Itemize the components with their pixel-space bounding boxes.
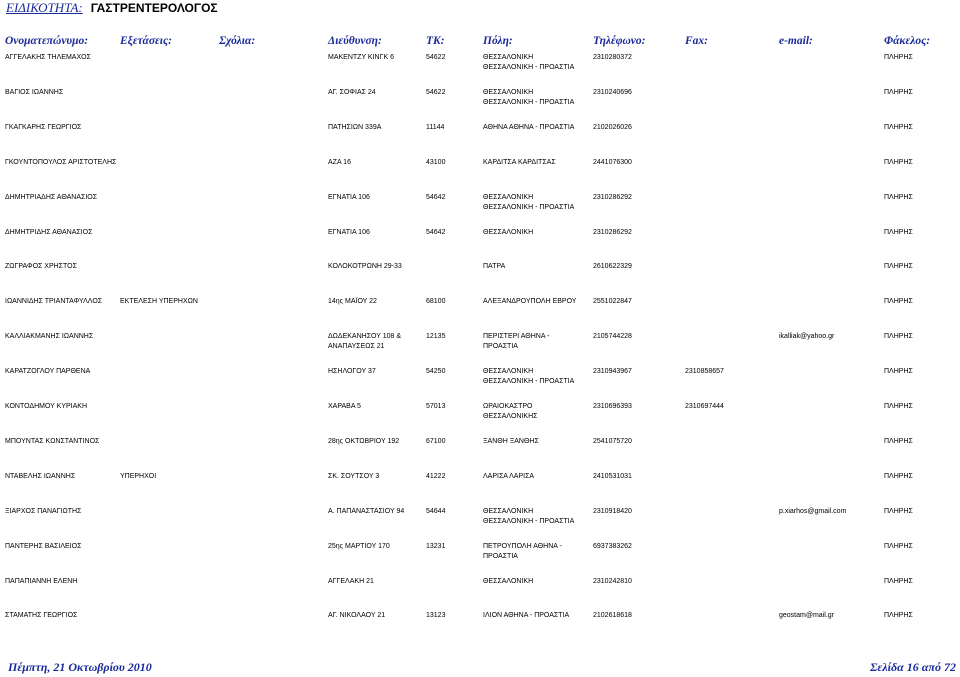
table-row bbox=[0, 367, 960, 397]
cell-city: ΘΕΣΣΑΛΟΝΙΚΗ bbox=[483, 577, 534, 585]
column-header-tk: ΤΚ: bbox=[426, 35, 445, 47]
table-row bbox=[0, 332, 960, 362]
cell-name: ΔΗΜΗΤΡΙΑΔΗΣ ΑΘΑΝΑΣΙΟΣ bbox=[5, 193, 98, 201]
cell-phone: 6937383262 bbox=[593, 542, 632, 550]
column-header-phone: Τηλέφωνο: bbox=[593, 35, 646, 47]
table-row bbox=[0, 402, 960, 432]
cell-tk: 54622 bbox=[426, 88, 446, 96]
column-header-fax: Fax: bbox=[685, 35, 708, 47]
cell-email: ikalliak@yahoo.gr bbox=[779, 333, 835, 341]
cell-folder: ΠΛΗΡΗΣ bbox=[884, 507, 913, 515]
cell-address: ΕΓΝΑΤΙΑ 106 bbox=[328, 228, 370, 236]
cell-address: 28ης ΟΚΤΩΒΡΙΟΥ 192 bbox=[328, 437, 400, 445]
cell-address: ΣΚ. ΣΟΥΤΣΟΥ 3 bbox=[328, 472, 380, 480]
cell-exams: ΥΠΕΡΗΧΟΙ bbox=[120, 472, 157, 480]
cell-fax: 2310697444 bbox=[685, 403, 724, 410]
cell-city: ΞΑΝΘΗ ΞΑΝΘΗΣ bbox=[483, 437, 539, 445]
cell-name: ΜΠΟΥΝΤΑΣ ΚΩΝΣΤΑΝΤΙΝΟΣ bbox=[5, 437, 100, 445]
cell-city: ΘΕΣΣΑΛΟΝΙΚΗ ΘΕΣΣΑΛΟΝΙΚΗ - ΠΡΟΑΣΤΙΑ bbox=[483, 88, 575, 106]
cell-address: ΑΓ. ΣΟΦΙΑΣ 24 bbox=[328, 88, 376, 96]
cell-fax: 2310858657 bbox=[685, 368, 724, 376]
cell-phone: 2102618618 bbox=[593, 612, 632, 620]
cell-phone: 2310240696 bbox=[593, 88, 632, 96]
cell-name: ΓΚΟΥΝΤΟΠΟΥΛΟΣ ΑΡΙΣΤΟΤΕΛΗΣ bbox=[5, 158, 117, 166]
cell-folder: ΠΛΗΡΗΣ bbox=[884, 158, 913, 166]
table-row bbox=[0, 297, 960, 327]
cell-tk: 54642 bbox=[426, 228, 446, 236]
cell-phone: 2310242810 bbox=[593, 577, 632, 585]
cell-address: Α. ΠΑΠΑΝΑΣΤΑΣΙΟΥ 94 bbox=[328, 507, 405, 515]
cell-address: ΑΖΑ 16 bbox=[328, 158, 351, 166]
cell-folder: ΠΛΗΡΗΣ bbox=[884, 472, 913, 480]
cell-exams: ΕΚΤΕΛΕΣΗ ΥΠΕΡΗΧΩΝ bbox=[120, 298, 198, 306]
cell-folder: ΠΛΗΡΗΣ bbox=[884, 123, 913, 131]
cell-address: 14ης ΜΑΪΟΥ 22 bbox=[328, 298, 377, 306]
cell-email: geostam@mail.gr bbox=[779, 612, 834, 620]
cell-city: ΛΑΡΙΣΑ ΛΑΡΙΣΑ bbox=[483, 472, 535, 480]
cell-address: ΔΩΔΕΚΑΝΗΣΟΥ 108 & ΑΝΑΠΑΥΣΕΩΣ 21 bbox=[328, 333, 402, 351]
cell-address: ΑΓΓΕΛΑΚΗ 21 bbox=[328, 577, 374, 585]
cell-phone: 2310286292 bbox=[593, 228, 632, 236]
cell-name: ΖΩΓΡΑΦΟΣ ΧΡΗΣΤΟΣ bbox=[5, 263, 77, 271]
cell-name: ΠΑΠΑΠΙΑΝΝΗ ΕΛΕΝΗ bbox=[5, 577, 78, 585]
cell-folder: ΠΛΗΡΗΣ bbox=[884, 263, 913, 271]
cell-address: ΑΓ. ΝΙΚΟΛΑΟΥ 21 bbox=[328, 612, 386, 620]
cell-city: ΠΑΤΡΑ bbox=[483, 263, 506, 271]
table-row bbox=[0, 228, 960, 258]
cell-city: ΠΕΤΡΟΥΠΟΛΗ ΑΘΗΝΑ - ΠΡΟΑΣΤΙΑ bbox=[483, 542, 562, 560]
cell-city: ΘΕΣΣΑΛΟΝΙΚΗ ΘΕΣΣΑΛΟΝΙΚΗ - ΠΡΟΑΣΤΙΑ bbox=[483, 193, 575, 211]
cell-address: ΠΑΤΗΣΙΩΝ 339Α bbox=[328, 123, 382, 131]
cell-name: ΚΑΡΑΤΖΟΓΛΟΥ ΠΑΡΘΕΝΑ bbox=[5, 368, 91, 376]
table-row bbox=[0, 611, 960, 641]
cell-city: ΘΕΣΣΑΛΟΝΙΚΗ ΘΕΣΣΑΛΟΝΙΚΗ - ΠΡΟΑΣΤΙΑ bbox=[483, 368, 575, 386]
cell-folder: ΠΛΗΡΗΣ bbox=[884, 54, 913, 61]
cell-folder: ΠΛΗΡΗΣ bbox=[884, 542, 913, 550]
cell-folder: ΠΛΗΡΗΣ bbox=[884, 333, 913, 341]
cell-name: ΑΓΓΕΛΑΚΗΣ ΤΗΛΕΜΑΧΟΣ bbox=[5, 54, 91, 61]
cell-city: ΘΕΣΣΑΛΟΝΙΚΗ ΘΕΣΣΑΛΟΝΙΚΗ - ΠΡΟΑΣΤΙΑ bbox=[483, 507, 575, 525]
cell-folder: ΠΛΗΡΗΣ bbox=[884, 437, 913, 445]
cell-phone: 2310918420 bbox=[593, 507, 632, 515]
table-row bbox=[0, 437, 960, 467]
column-header-address: Διεύθυνση: bbox=[328, 35, 382, 47]
column-header-city: Πόλη: bbox=[483, 35, 513, 47]
cell-name: ΞΙΑΡΧΟΣ ΠΑΝΑΓΙΩΤΗΣ bbox=[5, 507, 82, 515]
cell-folder: ΠΛΗΡΗΣ bbox=[884, 577, 913, 585]
cell-folder: ΠΛΗΡΗΣ bbox=[884, 228, 913, 236]
cell-tk: 54622 bbox=[426, 54, 446, 61]
specialty-value: ΓΑΣΤΡΕΝΤΕΡΟΛΟΓΟΣ bbox=[90, 1, 218, 15]
cell-folder: ΠΛΗΡΗΣ bbox=[884, 612, 913, 620]
cell-tk: 11144 bbox=[426, 123, 445, 131]
cell-tk: 13123 bbox=[426, 612, 446, 620]
cell-phone: 2610622329 bbox=[593, 263, 632, 271]
cell-folder: ΠΛΗΡΗΣ bbox=[884, 403, 913, 410]
cell-address: ΚΟΛΟΚΟΤΡΩΝΗ 29-33 bbox=[328, 263, 402, 271]
cell-name: ΚΟΝΤΟΔΗΜΟΥ ΚΥΡΙΑΚΗ bbox=[5, 403, 88, 410]
cell-tk: 54642 bbox=[426, 193, 446, 201]
cell-tk: 67100 bbox=[426, 437, 446, 445]
column-header-name: Ονοματεπώνυμο: bbox=[5, 35, 89, 47]
cell-tk: 54250 bbox=[426, 368, 446, 376]
cell-name: ΚΑΛΛΙΑΚΜΑΝΗΣ ΙΩΑΝΝΗΣ bbox=[5, 333, 94, 341]
cell-tk: 12135 bbox=[426, 333, 446, 341]
column-header-exams: Εξετάσεις: bbox=[120, 35, 172, 47]
cell-address: ΜΑΚΕΝΤΖΥ ΚΙΝΓΚ 6 bbox=[328, 54, 394, 61]
cell-name: ΒΑΓΙΟΣ ΙΩΑΝΝΗΣ bbox=[5, 88, 64, 96]
cell-phone: 2102026026 bbox=[593, 123, 632, 131]
cell-name: ΔΗΜΗΤΡΙΔΗΣ ΑΘΑΝΑΣΙΟΣ bbox=[5, 228, 93, 236]
cell-phone: 2310280372 bbox=[593, 54, 632, 61]
cell-tk: 41222 bbox=[426, 472, 446, 480]
cell-address: ΗΣΗΛΟΓΟΥ 37 bbox=[328, 368, 376, 376]
cell-address: ΕΓΝΑΤΙΑ 106 bbox=[328, 193, 370, 201]
cell-name: ΙΩΑΝΝΙΔΗΣ ΤΡΙΑΝΤΑΦΥΛΛΟΣ bbox=[5, 298, 103, 306]
cell-name: ΝΤΑΒΕΛΗΣ ΙΩΑΝΝΗΣ bbox=[5, 472, 76, 480]
cell-address: ΧΑΡΑΒΑ 5 bbox=[328, 403, 361, 410]
cell-city: ΙΛΙΟΝ ΑΘΗΝΑ - ΠΡΟΑΣΤΙΑ bbox=[483, 612, 570, 620]
cell-city: ΠΕΡΙΣΤΕΡΙ ΑΘΗΝΑ - ΠΡΟΑΣΤΙΑ bbox=[483, 333, 550, 351]
cell-city: ΚΑΡΔΙΤΣΑ ΚΑΡΔΙΤΣΑΣ bbox=[483, 158, 556, 166]
column-header-folder: Φάκελος: bbox=[884, 35, 931, 47]
cell-email: p.xiarhos@gmail.com bbox=[779, 507, 847, 515]
table-row bbox=[0, 262, 960, 292]
cell-phone: 2410531031 bbox=[593, 472, 632, 480]
column-header-comments: Σχόλια: bbox=[219, 35, 256, 47]
footer-date: Πέμπτη, 21 Οκτωβρίου 2010 bbox=[8, 660, 152, 674]
cell-city: ΘΕΣΣΑΛΟΝΙΚΗ ΘΕΣΣΑΛΟΝΙΚΗ - ΠΡΟΑΣΤΙΑ bbox=[483, 54, 575, 71]
cell-phone: 2310943967 bbox=[593, 368, 632, 376]
cell-city: ΩΡΑΙΟΚΑΣΤΡΟ ΘΕΣΣΑΛΟΝΙΚΗΣ bbox=[483, 403, 538, 420]
cell-tk: 54644 bbox=[426, 507, 446, 515]
specialty-header bbox=[6, 0, 218, 16]
table-row bbox=[0, 53, 960, 83]
table-row bbox=[0, 123, 960, 153]
cell-phone: 2541075720 bbox=[593, 437, 632, 445]
cell-phone: 2310286292 bbox=[593, 193, 632, 201]
cell-name: ΠΑΝΤΕΡΗΣ ΒΑΣΙΛΕΙΟΣ bbox=[5, 542, 82, 550]
cell-tk: 13231 bbox=[426, 542, 446, 550]
cell-phone: 2105744228 bbox=[593, 333, 632, 341]
cell-name: ΓΚΑΓΚΑΡΗΣ ΓΕΩΡΓΙΟΣ bbox=[5, 123, 82, 131]
table-row bbox=[0, 88, 960, 118]
cell-folder: ΠΛΗΡΗΣ bbox=[884, 368, 913, 376]
table-row bbox=[0, 158, 960, 188]
cell-city: ΑΘΗΝΑ ΑΘΗΝΑ - ΠΡΟΑΣΤΙΑ bbox=[483, 123, 575, 131]
table-row bbox=[0, 577, 960, 607]
column-headers bbox=[0, 35, 960, 49]
cell-tk: 68100 bbox=[426, 298, 446, 306]
table-row bbox=[0, 542, 960, 572]
table-row bbox=[0, 472, 960, 502]
cell-phone: 2310696393 bbox=[593, 403, 632, 410]
table-row bbox=[0, 193, 960, 223]
cell-address: 25ης ΜΑΡΤΙΟΥ 170 bbox=[328, 542, 390, 550]
cell-tk: 57013 bbox=[426, 403, 446, 410]
column-header-email: e-mail: bbox=[779, 35, 813, 47]
table-row bbox=[0, 507, 960, 537]
cell-tk: 43100 bbox=[426, 158, 446, 166]
cell-name: ΣΤΑΜΑΤΗΣ ΓΕΩΡΓΙΟΣ bbox=[5, 612, 78, 620]
footer-page-number: Σελίδα 16 από 72 bbox=[870, 660, 956, 674]
cell-phone: 2441076300 bbox=[593, 158, 632, 166]
cell-folder: ΠΛΗΡΗΣ bbox=[884, 298, 913, 306]
cell-folder: ΠΛΗΡΗΣ bbox=[884, 88, 913, 96]
cell-folder: ΠΛΗΡΗΣ bbox=[884, 193, 913, 201]
cell-city: ΑΛΕΞΑΝΔΡΟΥΠΟΛΗ ΕΒΡΟΥ bbox=[483, 298, 577, 306]
cell-city: ΘΕΣΣΑΛΟΝΙΚΗ bbox=[483, 228, 534, 236]
cell-phone: 2551022847 bbox=[593, 298, 632, 306]
specialty-label: ΕΙΔΙΚΟΤΗΤΑ: bbox=[6, 0, 83, 15]
